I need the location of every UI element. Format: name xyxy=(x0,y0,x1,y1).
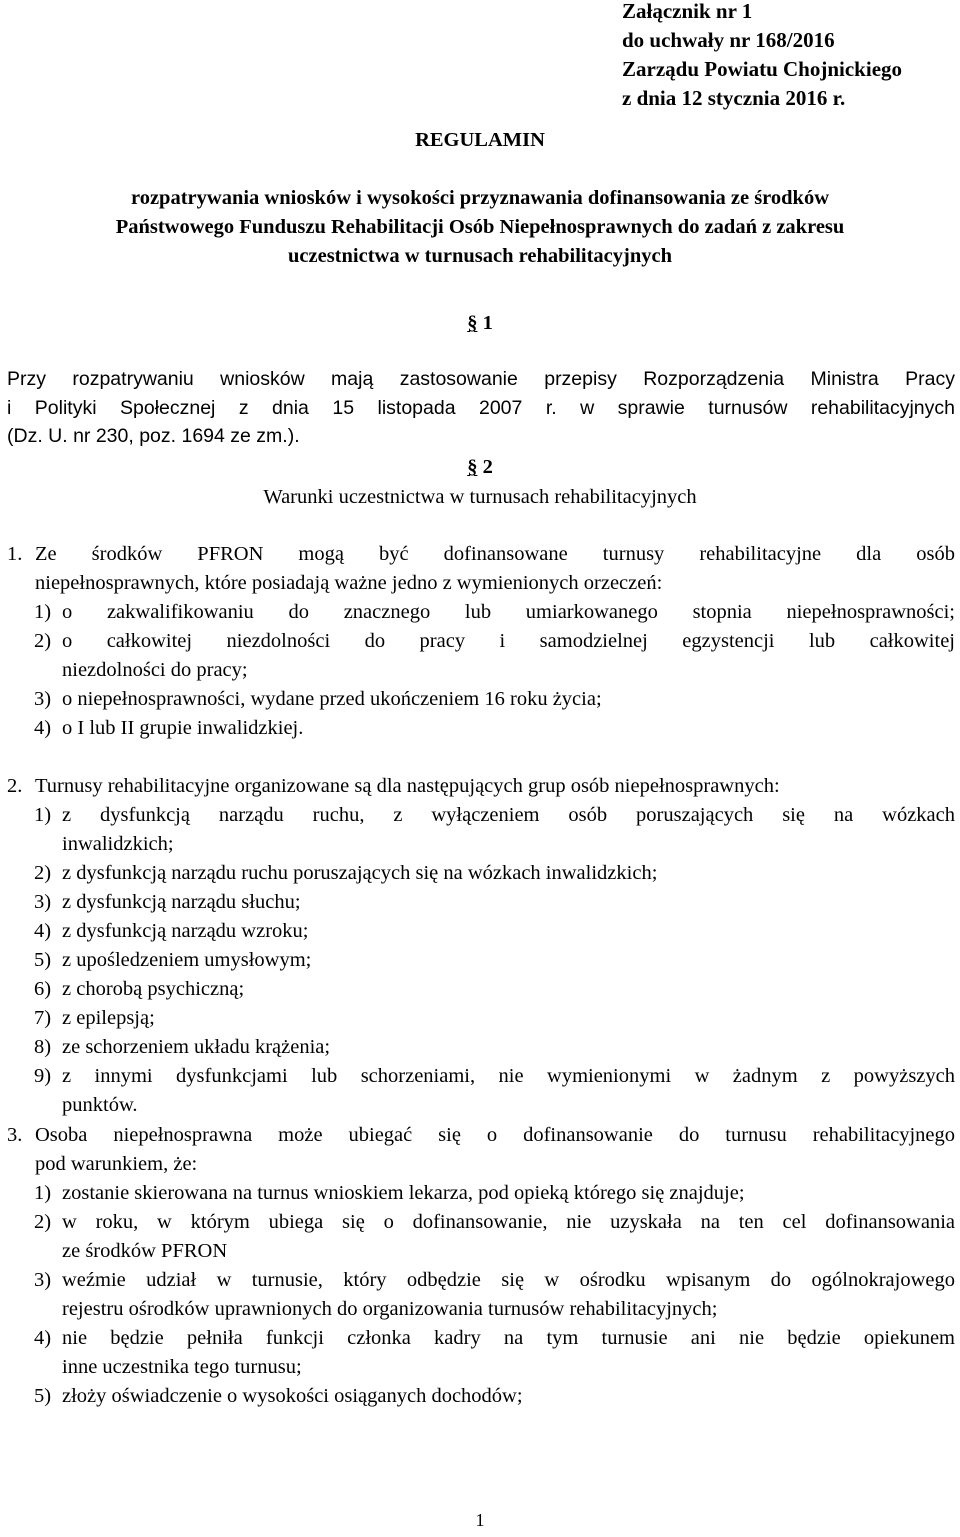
list-item-text: z upośledzeniem umysłowym; xyxy=(62,949,312,971)
list-item-text: ze środków PFRON xyxy=(62,1240,228,1262)
list-item-text: z dysfunkcją narządu wzroku; xyxy=(62,920,309,942)
paragraph-1-line-2: niepełnosprawnych, które posiadają ważne jedno z wymienionych orzeczeń: xyxy=(35,572,663,594)
list-item-number: 3) xyxy=(34,1269,52,1291)
annex-header xyxy=(622,0,902,113)
section-1-heading xyxy=(0,309,960,338)
list-item-number: 9) xyxy=(34,1065,52,1087)
list-item-text: z dysfunkcją narządu słuchu; xyxy=(62,891,301,913)
page-number: 1 xyxy=(475,1510,485,1530)
list-item-text: weźmie udział w turnusie, który odbędzie się w ośrodku wpisanym do ogólnokrajowego xyxy=(62,1269,955,1291)
list-item-number: 1) xyxy=(34,601,52,623)
list-item-number: 8) xyxy=(34,1036,52,1058)
paragraph-3-line-2: pod warunkiem, że: xyxy=(35,1153,198,1175)
list-item-text: o zakwalifikowaniu do znacznego lub umiarkowanego stopnia niepełnosprawności; xyxy=(62,601,955,623)
list-item-number: 5) xyxy=(34,949,52,971)
annex-line-3: Zarządu Powiatu Chojnickiego xyxy=(622,57,903,81)
list-item-text: inwalidzkich; xyxy=(62,833,174,855)
list-item-number: 1) xyxy=(34,804,52,826)
list-item-number: 2) xyxy=(34,1211,52,1233)
list-item-text: z epilepsją; xyxy=(62,1007,155,1029)
list-item-number: 2) xyxy=(34,630,52,652)
paragraph-3-line-1: Osoba niepełnosprawna może ubiegać się o dofinansowanie do turnusu rehabilitacyjnego xyxy=(35,1124,955,1146)
list-item-number: 3) xyxy=(34,688,52,710)
section-2-number: 2 xyxy=(482,456,493,478)
list-item-text: z dysfunkcją narządu ruchu poruszających się na wózkach inwalidzkich; xyxy=(62,862,658,884)
list-item-number: 1) xyxy=(34,1182,52,1204)
list-item-text: z dysfunkcją narządu ruchu, z wyłączeniem osób poruszających się na wózkach xyxy=(62,804,955,826)
list-item-text: o niepełnosprawności, wydane przed ukończeniem 16 roku życia; xyxy=(62,688,602,710)
paragraph-2-line-1: Turnusy rehabilitacyjne organizowane są dla następujących grup osób niepełnosprawnych: xyxy=(35,775,780,797)
list-item-number: 4) xyxy=(34,920,52,942)
section-1-body xyxy=(7,365,955,451)
document-subtitle-line-2: Państwowego Funduszu Rehabilitacji Osób Niepełnosprawnych do zadań z zakresu xyxy=(115,216,845,238)
document-subtitle-line-3: uczestnictwa w turnusach rehabilitacyjnych xyxy=(288,245,672,267)
paragraph-number: 1. xyxy=(7,543,23,565)
section-1-number: 1 xyxy=(482,312,493,334)
list-item-number: 3) xyxy=(34,891,52,913)
section-1-line-3: (Dz. U. nr 230, poz. 1694 ze zm.). xyxy=(7,425,300,447)
list-item-number: 4) xyxy=(34,1327,52,1349)
paragraph-number: 3. xyxy=(7,1124,23,1146)
annex-line-1: Załącznik nr 1 xyxy=(622,0,753,23)
list-item-text: rejestru ośrodków uprawnionych do organizowania turnusów rehabilitacyjnych; xyxy=(62,1298,718,1320)
list-item-text: o I lub II grupie inwalidzkiej. xyxy=(62,717,304,739)
section-1-line-1: Przy rozpatrywaniu wniosków mają zastosowanie przepisy Rozporządzenia Ministra Pracy xyxy=(7,368,955,390)
list-item-text: w roku, w którym ubiega się o dofinansowanie, nie uzyskała na ten cel dofinansowania xyxy=(62,1211,955,1233)
section-2-title: Warunki uczestnictwa w turnusach rehabilitacyjnych xyxy=(263,486,697,508)
list-item-text: złoży oświadczenie o wysokości osiąganych dochodów; xyxy=(62,1385,523,1407)
list-item-number: 6) xyxy=(34,978,52,1000)
section-sign: § xyxy=(467,456,478,478)
list-item-number: 4) xyxy=(34,717,52,739)
paragraph-number: 2. xyxy=(7,775,23,797)
list-item-text: inne uczestnika tego turnusu; xyxy=(62,1356,302,1378)
annex-line-4: z dnia 12 stycznia 2016 r. xyxy=(622,86,846,110)
section-sign: § xyxy=(467,312,478,334)
list-item-text: z chorobą psychiczną; xyxy=(62,978,245,1000)
section-2-heading xyxy=(0,453,960,482)
list-item-text: punktów. xyxy=(62,1094,138,1116)
list-item-text: nie będzie pełniła funkcji członka kadry na tym turnusie ani nie będzie opiekunem xyxy=(62,1327,955,1349)
list-item-text: zostanie skierowana na turnus wnioskiem lekarza, pod opieką którego się znajduje; xyxy=(62,1182,745,1204)
list-item-text: o całkowitej niezdolności do pracy i samodzielnej egzystencji lub całkowitej xyxy=(62,630,955,652)
list-item-text: ze schorzeniem układu krążenia; xyxy=(62,1036,331,1058)
document-title: REGULAMIN xyxy=(415,129,545,151)
paragraph-1-line-1: Ze środków PFRON mogą być dofinansowane turnusy rehabilitacyjne dla osób xyxy=(35,543,955,565)
list-item-number: 2) xyxy=(34,862,52,884)
list-item-text: z innymi dysfunkcjami lub schorzeniami, nie wymienionymi w żadnym z powyższych xyxy=(62,1065,955,1087)
list-item-number: 5) xyxy=(34,1385,52,1407)
list-item-number: 7) xyxy=(34,1007,52,1029)
list-item-text: niezdolności do pracy; xyxy=(62,659,248,681)
annex-line-2: do uchwały nr 168/2016 xyxy=(622,28,835,52)
document-subtitle-line-1: rozpatrywania wniosków i wysokości przyznawania dofinansowania ze środków xyxy=(130,187,830,209)
section-1-line-2: i Polityki Społecznej z dnia 15 listopada 2007 r. w sprawie turnusów rehabilitacyjnych xyxy=(7,396,955,419)
